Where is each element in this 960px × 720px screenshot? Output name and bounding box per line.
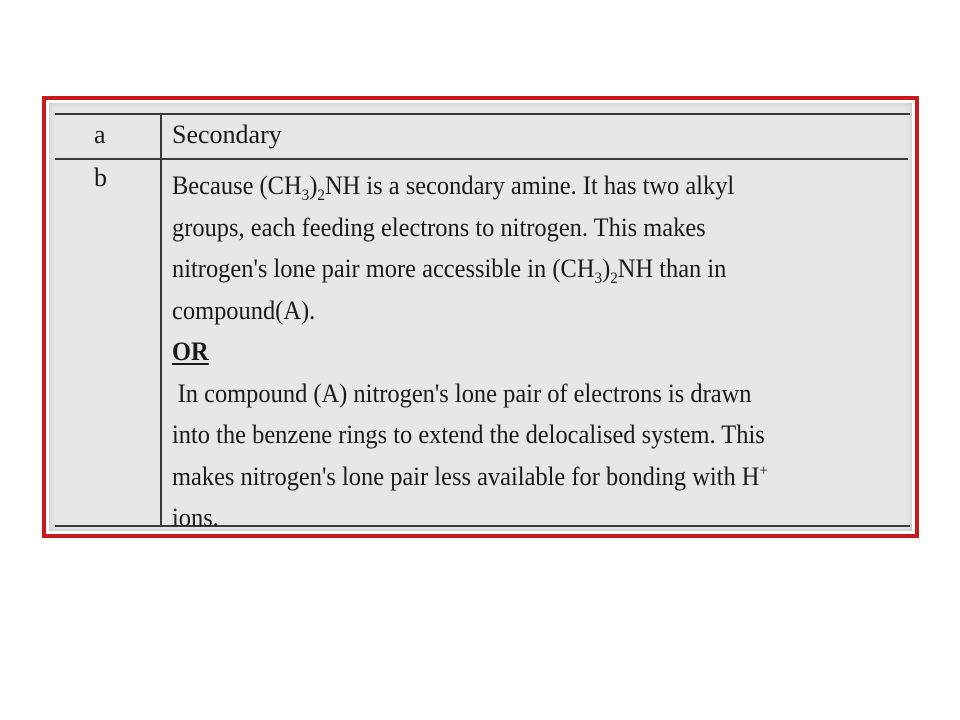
- subscript: 2: [610, 270, 618, 288]
- answer-line-5: In compound (A) nitrogen's lone pair of electrons is drawn: [177, 378, 752, 408]
- answer-line-3: [172, 248, 868, 290]
- answer-line-7: [172, 456, 868, 498]
- subscript: 3: [594, 270, 603, 288]
- answer-line-4: compound(A).: [172, 295, 316, 325]
- text-fragment: makes nitrogen's lone pair less available for bonding with H: [172, 461, 760, 491]
- row-a-label: a: [94, 120, 106, 149]
- row-b-label: b: [94, 163, 107, 192]
- row-a-answer: Secondary: [172, 120, 282, 149]
- scanned-answer-table: [49, 103, 912, 531]
- text-fragment: NH is a secondary amine. It has two alkyl: [324, 171, 735, 200]
- text-fragment: NH than in: [617, 254, 727, 283]
- row-b-answer: [172, 165, 868, 539]
- answer-line-8: ions.: [172, 503, 219, 532]
- table-top-rule: [55, 113, 910, 115]
- answer-line-1: [172, 165, 868, 207]
- text-fragment: Because (CH: [172, 171, 302, 200]
- or-label: OR: [172, 337, 209, 366]
- subscript: 2: [317, 187, 325, 205]
- table-row-divider: [55, 158, 908, 160]
- or-separator: [172, 331, 868, 373]
- text-fragment: ): [602, 254, 611, 283]
- table-column-divider: [160, 113, 162, 527]
- superscript: +: [759, 461, 768, 479]
- text-fragment: ): [309, 171, 318, 200]
- answer-line-6: into the benzene rings to extend the delocalised system. This: [172, 420, 765, 449]
- answer-line-2: groups, each feeding electrons to nitrogen. This makes: [172, 212, 706, 242]
- text-fragment: nitrogen's lone pair more accessible in (CH: [172, 254, 595, 283]
- subscript: 3: [301, 187, 310, 205]
- answer-key-frame: [42, 96, 919, 538]
